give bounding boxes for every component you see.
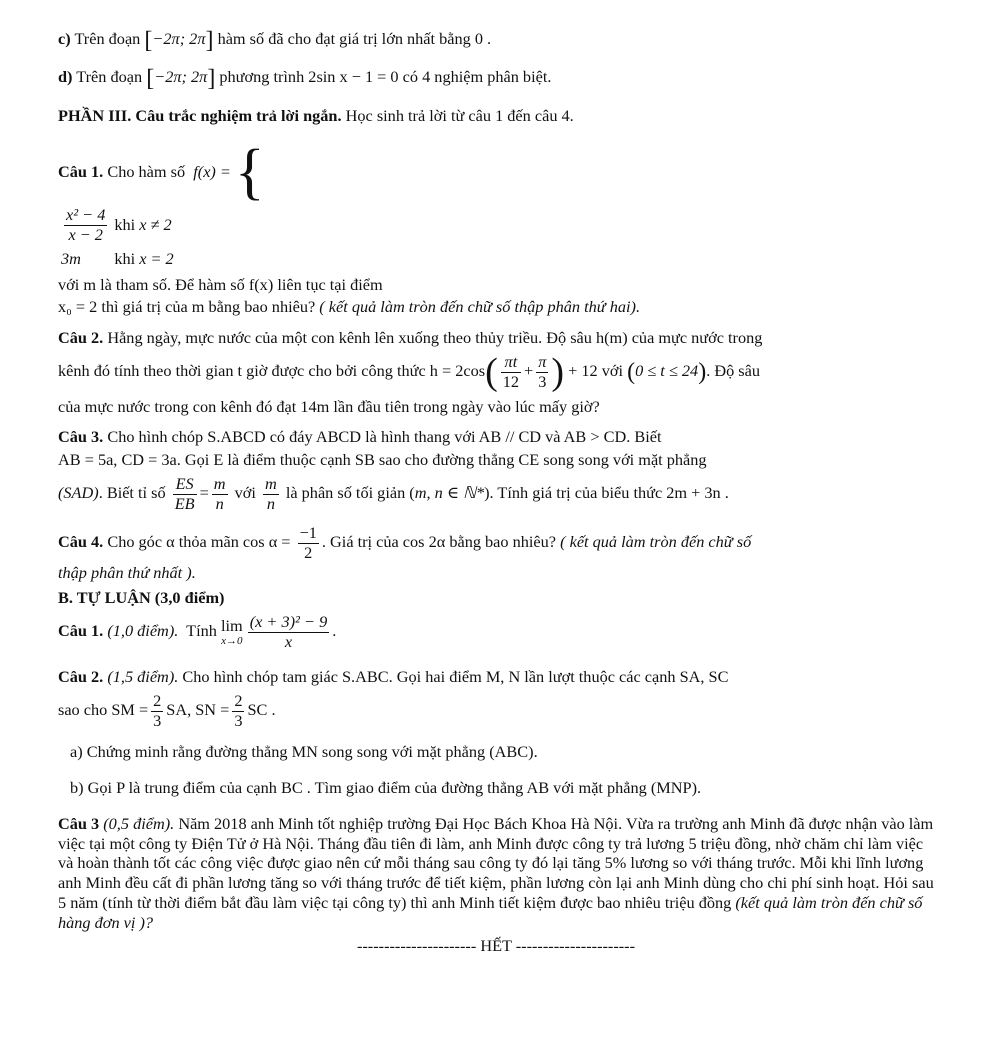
essay-question-3: Câu 3 (0,5 điểm). Năm 2018 anh Minh tốt nghiệp trường Đại Học Bách Khoa Hà Nội. Vừa ra trường anh Minh đã được nhận vào làm việc tại một công ty Điện Tử ở Hà Nội. Tháng đầu tiên đi làm, anh Minh được công ty trả lương 5 triệu đồng, nhờ chăm chỉ làm việc và hoàn thành tốt các công việc được giao nên cứ mỗi tháng sau công ty đó lại tăng 5% lương so với tháng trước. Mỗi khi lĩnh lương anh Minh đều cất đi phần lương tăng so với tháng trước để tiết kiệm, phần lương còn lại anh Minh dùng cho chi phí sinh hoạt. Hỏi sau 5 năm (tính từ thời điểm bắt đầu làm việc tại công ty) thì anh Minh tiết kiệm được bao nhiêu triệu đồng (kết quả làm tròn đến chữ số hàng đơn vị )?	[58, 813, 934, 933]
item-c: c) Trên đoạn [−2π; 2π] hàm số đã cho đạt giá trị lớn nhất bằng 0 .	[58, 27, 492, 54]
question-2: Câu 2. Hằng ngày, mực nước của một con kênh lên xuống theo thủy triều. Độ sâu h(m) của mực nước trong kênh đó tính theo thời gian t giờ được cho bởi công thức h = 2cos( $\frac{\pi t}{12}$ + $\frac{\pi}{3}$ ) + 12 với (0 ≤ t ≤ 24). Độ sâu của mực nước trong con kênh đó đạt 14m lần đầu tiên trong ngày vào lúc mấy giờ?	[58, 327, 763, 416]
question-1: Câu 1. Cho hàm số f(x) = { $\frac{\text{x² − 4}}{x - 2}$ khi x ≠ 2 3m khi x = 2 với m là tham số. Để hàm số f(x) liên tục tại điểm x₀ = 2 thì giá trị của m bằng bao nhiêu? ( kết quả làm tròn đến chữ số thập phân thứ hai).	[58, 138, 641, 317]
part3-heading: PHẦN III. Câu trắc nghiệm trả lời ngắn. Học sinh trả lời từ câu 1 đến câu 4.	[58, 105, 574, 125]
item-d: d) Trên đoạn [−2π; 2π] phương trình 2sin x − 1 = 0 có 4 nghiệm phân biệt.	[58, 65, 552, 92]
part-b-heading: B. TỰ LUẬN (3,0 điểm)	[58, 587, 225, 607]
question-4: Câu 4. Cho góc α thỏa mãn cos α = $\frac{-1}{2}$ . Giá trị của cos 2α bằng bao nhiêu? ( kết quả làm tròn đến chữ số thập phân thứ nhất ).	[58, 522, 752, 583]
question-3: Câu 3. Cho hình chóp S.ABCD có đáy ABCD là hình thang với AB // CD và AB > CD. Biết AB = 5a, CD = 3a. Gọi E là điểm thuộc cạnh SB sao cho đường thẳng CE song song với mặt phẳng (SAD). Biết tỉ số $\frac{ES}{EB}$ = $\frac{m}{n}$ với $\frac{m}{n}$ là phân số tối giản (m, n ∈ ℕ*). Tính giá trị của biểu thức 2m + 3n .	[58, 427, 729, 514]
essay-question-1: Câu 1. (1,0 điểm). Tính lim x→0 $\frac{\text{(x + 3)² − 9}}{x}$ .	[58, 612, 337, 651]
essay-question-2: Câu 2. (1,5 điểm). Cho hình chóp tam giác S.ABC. Gọi hai điểm M, N lần lượt thuộc các cạnh SA, SC sao cho SM = $\frac{2}{3}$ SA, SN = $\frac{2}{3}$ SC . a) Chứng minh rằng đường thẳng MN song song với mặt phẳng (ABC). b) Gọi P là trung điểm của cạnh BC . Tìm giao điểm của đường thẳng AB với mặt phẳng (MNP).	[58, 666, 729, 798]
end-marker: ---------------------- HẾT ----------------------	[356, 935, 636, 955]
piecewise-function: {	[234, 138, 265, 207]
